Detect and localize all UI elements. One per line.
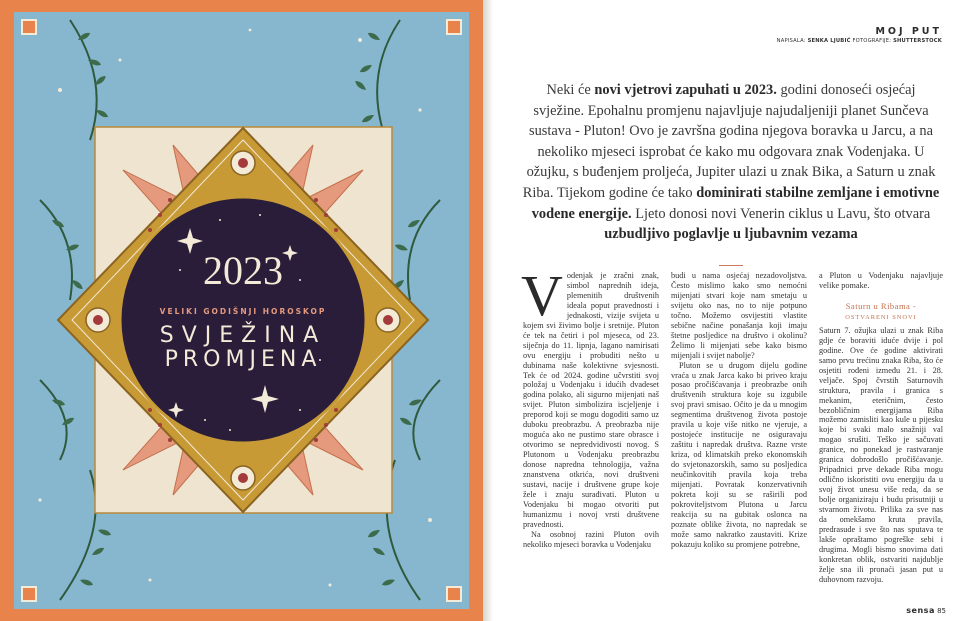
page-number: 85 bbox=[937, 607, 946, 615]
paragraph: Na osobnoj razini Pluton ovih nekoliko mjeseci boravka u Vodenjaku bbox=[523, 529, 659, 549]
intro-bold-1: novi vjetrovi zapuhati u 2023. bbox=[594, 82, 777, 98]
night-sky-circle bbox=[120, 197, 366, 443]
paragraph: budi u nama osjećaj nezadovoljstva. Često mislimo kako smo nemoćni mijenjati stvari koje nam smetaju u svijetu oko nas, no to nije potpuno točno. Možemo osvijestiti vlastite sebične načine ponašanja koji imaju štetne posljedice na društvo i okolinu? Želimo li mijenjati sebe kako bismo mijenjali i svijet nabolje? bbox=[671, 271, 807, 360]
page-gutter bbox=[483, 0, 493, 621]
intro-text-3: Ljeto donosi novi Venerin ciklus u Lavu, što otvara bbox=[631, 205, 931, 222]
paragraph: a Pluton u Vodenjaku najavljuje velike pomake. bbox=[819, 271, 943, 290]
intro-text-2: godini donoseći osjećaj svježine. Epohalnu promjenu najavljuje najudaljeniji planet Sunčeva sustava - Pluton! Ovo je završna godina njegova boravka u Jarcu, a na nekoliko mjeseci isprobat će kako mu odgovara znak Vodenjaka. U ožujku, s buđenjem proljeća, Jupiter ulazi u znak Bika, a Saturn u znak Riba. Tijekom godine će tako bbox=[522, 82, 936, 201]
paragraph: odenjak je zračni znak, simbol naprednih ideja, plemenitih društvenih ideala poput pravednosti i jednakosti, vizije svijeta u kojem svi živimo bolje i sretnije. Pluton će tek na četiri i pol mjeseca, od 23. siječnja do 11. lipnja, lagano namirisati ovu energiju i probuditi nešto u dubinama naše kolektivne svjesnosti. Tek će od 2024. godine učvrstiti svoj položaj u Vodenjaku i idućih dvadeset godina polako, ali sigurno mijenjati naš svijet. Pluton simbolizira iscjeljenje i preporod koji se mogu dogoditi samo uz duboku preobrazbu. A preobrazba nije moguća ako ne pustimo stare obrasce i otvorimo se nepredvidivosti novog. S Plutonom u Vodenjaku preobrazbu donose napredna tehnologija, važna znanstvena otkrića, novi društveni sustavi, nacije i društvene grupe koje žele i znaju surađivati. Pluton u Vodenjaku bi mogao otvoriti put humanizmu i novoj vrsti društvene pravednosti. bbox=[523, 271, 659, 529]
subheading-line-2: OSTVARENI SNOVI bbox=[845, 313, 917, 321]
page-footer bbox=[906, 606, 946, 615]
article-column-2 bbox=[671, 271, 807, 550]
illustration-subtitle: VELIKI GODIŠNJI HOROSKOP bbox=[159, 307, 327, 316]
paragraph: Pluton se u drugom dijelu godine vraća u znak Jarca kako bi priveo kraju posao pročišćavanja i preobrazbe onih društvenih struktura koje su izgubile svoj pravi smisao. Očito je da u mnogim segmentima društvenog života postoje pravila u koje više nitko ne vjeruje, a postojeće institucije ne osiguravaju zaštitu i napredak društva. Razne vrste kriza, od klimatskih preko ekonomskih do svjetonazorskih, samo su posljedica neučinkovitih pravila koja treba mijenjati. Povratak konzervativnih pokreta koji su se raširili pod pokroviteljstvom Plutona u Jarcu reakcija su na gubitak oslonca na poznate oblike života, no napredak se može samo nakratko zaustaviti. Krize pokazuju koliko su promjene potrebne, bbox=[671, 360, 807, 549]
paragraph: Saturn 7. ožujka ulazi u znak Riba gdje će boraviti iduće dvije i pol godine. Ove će godine aktivirati samo prvu trećinu znaka Riba, što će osjetiti rođeni između 21. i 28. veljače. Spoj čvrstih Saturnovih struktura, pravila i granica s mekanim, eteričnim, često bezobličnim energijama Riba možemo zamisliti kao kule u pijesku koje bi svaki malo snažniji val mogao srušiti. Teško je sačuvati granice, no ponekad je rastvaranje granica dobrodošlo pročišćavanje. Pripadnici prve dekade Riba mogu odlično iskoristiti ovu energiju da u svoj život unesu više reda, da se bolje organiziraju i budu prisutniji u stvarnom životu. Prilika za sve nas da omekšamo kruta pravila, predrasude i sve što nas sputava te lakše opraštamo pogreške sebi i drugima. Mogli bismo snovima dati konkretan oblik, ostvariti najdublje želje sna ili pronaći jasan put u duhovnom razvoju. bbox=[819, 325, 943, 584]
intro-lead bbox=[521, 80, 941, 245]
magazine-brand: sensa bbox=[906, 606, 935, 615]
author-name: SENKA LJUBIĆ bbox=[807, 38, 851, 44]
article-page bbox=[493, 0, 960, 621]
author-label: NAPISALA: bbox=[776, 38, 806, 44]
illustration-title-line1: SVJEŽINA bbox=[159, 323, 327, 348]
credits-line bbox=[777, 38, 942, 44]
intro-bold-3: uzbudljivo poglavlje u ljubavnim vezama bbox=[604, 226, 858, 243]
intro-divider bbox=[719, 265, 743, 266]
photo-label: FOTOGRAFIJE: bbox=[852, 38, 892, 44]
section-title: MOJ PUT bbox=[875, 26, 942, 37]
intro-text-1: Neki će bbox=[546, 82, 595, 98]
year-text: 2023 bbox=[203, 248, 283, 293]
photo-credit: SHUTTERSTOCK bbox=[893, 38, 942, 44]
article-column-3 bbox=[819, 271, 943, 585]
illustration-title-line2: PROMJENA bbox=[164, 347, 322, 372]
article-column-1 bbox=[521, 263, 659, 550]
subheading bbox=[819, 301, 943, 323]
drop-cap: V bbox=[521, 263, 563, 328]
subheading-line-1: Saturn u Ribama - bbox=[845, 300, 917, 311]
intro-bold-2: dominirati stabilne zemljane i emotivne vodene energije. bbox=[531, 184, 940, 222]
